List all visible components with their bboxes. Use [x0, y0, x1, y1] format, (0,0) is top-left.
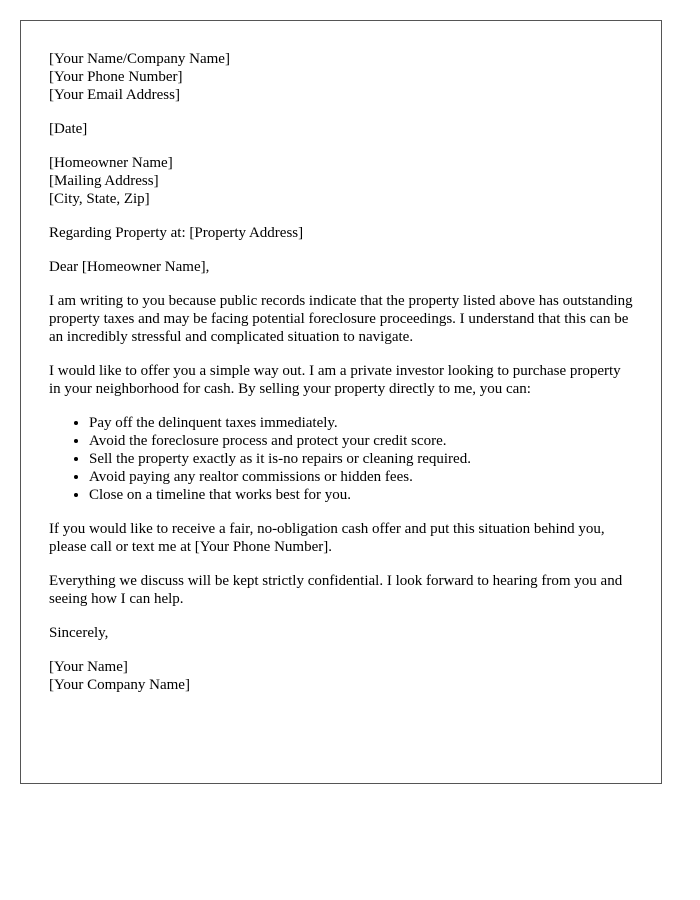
- body-paragraph: I would like to offer you a simple way out. I am a private investor looking to purchase property in your neighborhood for cash. By selling your property directly to me, you can:: [49, 363, 621, 397]
- sender-phone: [Your Phone Number]: [49, 69, 183, 85]
- body-paragraph: Everything we discuss will be kept strictly confidential. I look forward to hearing from you and seeing how I can help.: [49, 573, 623, 607]
- recipient-address: [Mailing Address]: [49, 173, 159, 189]
- recipient-block: [49, 154, 633, 208]
- list-item: • Avoid paying any realtor commissions or hidden fees.: [89, 468, 633, 486]
- body-paragraph: If you would like to receive a fair, no-obligation cash offer and put this situation behind you, please call or text me at [Your Phone Number].: [49, 521, 605, 555]
- signature-block: [49, 658, 633, 694]
- body-paragraph: I am writing to you because public records indicate that the property listed above has outstanding property taxes and may be facing potential foreclosure proceedings. I understand that this can be an incredibly stressful and complicated situation to navigate.: [49, 293, 633, 345]
- regarding-line: Regarding Property at: [Property Address]: [49, 225, 304, 241]
- signoff: Sincerely,: [49, 625, 109, 641]
- sender-name: [Your Name/Company Name]: [49, 51, 230, 67]
- recipient-city: [City, State, Zip]: [49, 191, 150, 207]
- list-item: • Sell the property exactly as it is-no repairs or cleaning required.: [89, 450, 633, 468]
- list-item: • Avoid the foreclosure process and protect your credit score.: [89, 432, 633, 450]
- signature-company: [Your Company Name]: [49, 677, 190, 693]
- sender-block: [49, 50, 633, 104]
- sender-email: [Your Email Address]: [49, 87, 180, 103]
- recipient-name: [Homeowner Name]: [49, 155, 173, 171]
- date: [Date]: [49, 121, 88, 137]
- letter-page: [20, 20, 662, 784]
- benefits-list: [49, 414, 633, 504]
- signature-name: [Your Name]: [49, 659, 128, 675]
- list-item: • Pay off the delinquent taxes immediately.: [89, 414, 633, 432]
- list-item: • Close on a timeline that works best for you.: [89, 486, 633, 504]
- salutation: Dear [Homeowner Name],: [49, 259, 210, 275]
